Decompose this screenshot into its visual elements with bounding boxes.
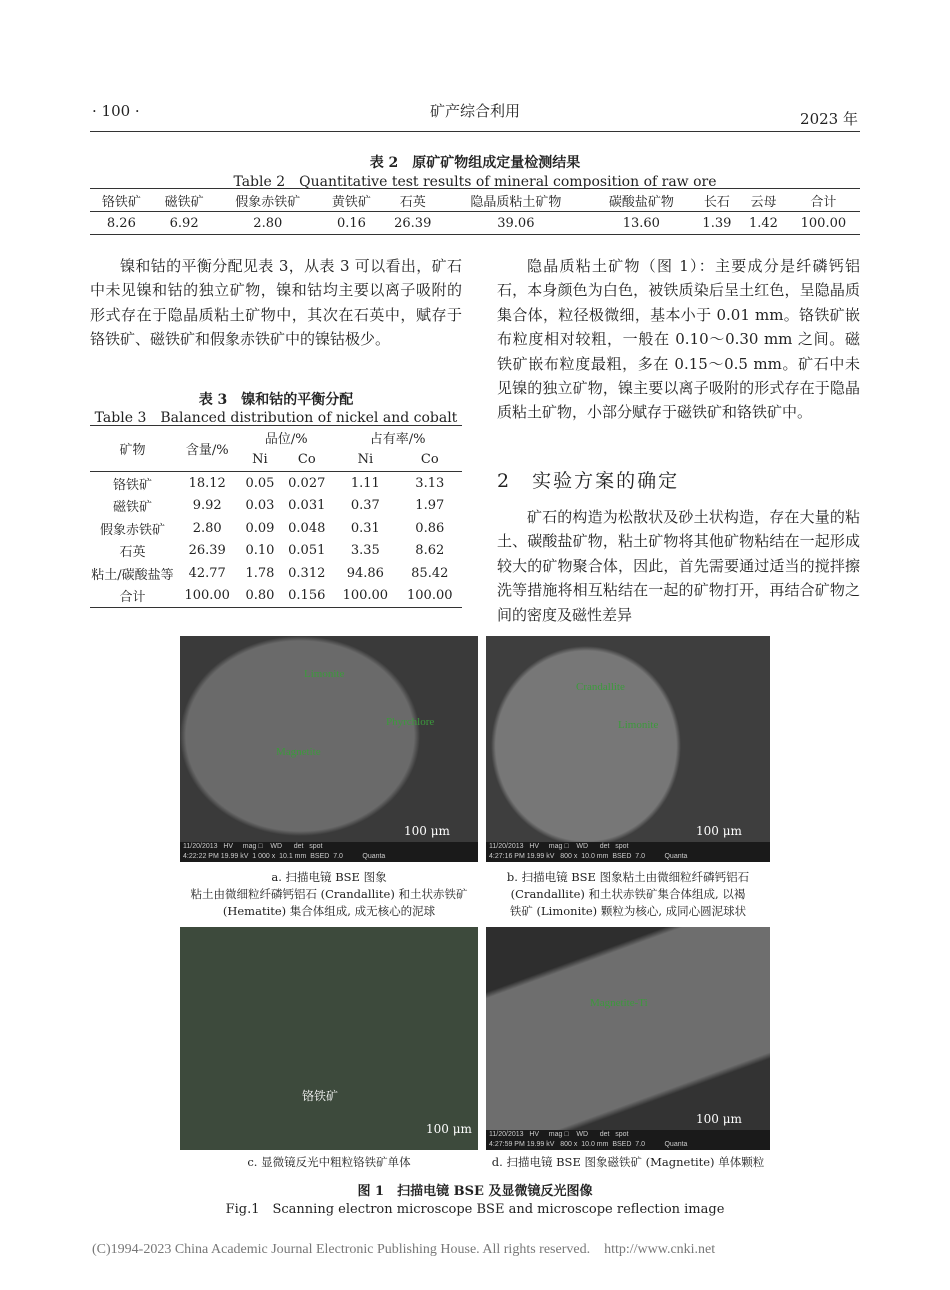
image-label: Magnetite-Ti — [590, 997, 648, 1009]
figure-title-en: Fig.1 Scanning electron microscope BSE and microscope reflection image — [225, 1202, 725, 1217]
paragraph-text: 隐晶质粘土矿物（图 1）：主要成分是纤磷钙铝石，本身颜色为白色，被铁质染后呈土红色，呈隐晶质集合体，粒径极微细，基本小于 0.01 mm。铬铁矿嵌布粒度相对较粗，一般在 0.10～0.30 mm 之间。磁铁矿嵌布粒度最粗，多在 0.15～0.5 mm。矿石中未见镍的独立矿物，镍主要以离子吸附的形式存在于隐晶质粘土矿物，小部分赋存于磁铁矿和铬铁矿中。 — [497, 257, 860, 422]
right-paragraph-1 — [497, 254, 860, 425]
scale-label: 100 μm — [426, 1122, 472, 1136]
table3-cell: 磁铁矿 — [112, 500, 152, 516]
caption-line: 铁矿 (Limonite) 颗粒为核心, 成同心圆泥球状 — [509, 904, 747, 918]
section-heading — [497, 466, 679, 493]
table3-cell: 石英 — [119, 545, 146, 561]
table2-value: 100.00 — [800, 215, 847, 231]
table3-cell: 18.12 — [188, 475, 226, 491]
caption-line: (Crandallite) 和土状赤铁矿集合体组成, 以褐 — [510, 887, 746, 901]
caption-c: c. 显微镜反光中粗粒铬铁矿单体 — [247, 1155, 411, 1169]
info-line: 11/20/2013 HV mag □ WD det spot — [489, 1131, 629, 1138]
sem-image-b — [486, 636, 770, 862]
table3-cell: 0.312 — [288, 565, 326, 581]
table2-value: 13.60 — [622, 215, 660, 231]
table3-cell: 合计 — [119, 590, 146, 606]
col-mineral: 矿物 — [119, 443, 146, 458]
table-row — [90, 540, 462, 563]
table2-header: 铬铁矿 — [90, 189, 153, 212]
image-label: Limonite — [618, 719, 659, 731]
table3-cell: 2.80 — [192, 520, 222, 536]
col-ni: Ni — [357, 452, 374, 468]
scale-label: 100 μm — [404, 824, 450, 838]
year: 2023 年 — [800, 110, 858, 128]
table-row — [90, 585, 462, 608]
table-row — [90, 562, 462, 585]
table3-cell: 0.051 — [288, 543, 326, 559]
table2-header: 黄铁矿 — [320, 189, 383, 212]
table2-title-cn: 表 2 原矿矿物组成定量检测结果 — [369, 155, 581, 171]
table3-cell: 85.42 — [411, 565, 449, 581]
left-paragraph — [90, 254, 462, 352]
table3-cell: 0.31 — [350, 520, 380, 536]
table2-value: 0.16 — [336, 215, 366, 231]
table3-cell: 8.62 — [415, 543, 445, 559]
table3-title-cn: 表 3 镍和钴的平衡分配 — [198, 392, 354, 408]
table-2 — [90, 188, 860, 235]
caption-line: b. 扫描电镜 BSE 图象粘土由微细粒纤磷钙铝石 — [506, 870, 750, 884]
table3-title-en: Table 3 Balanced distribution of nickel and cobalt — [94, 410, 458, 426]
info-line: 4:27:16 PM 19.99 kV 800 x 10.0 mm BSED 7.0 Quanta — [489, 853, 688, 860]
section-number: 2 — [497, 470, 512, 492]
table3-cell: 0.80 — [245, 588, 275, 604]
section-title: 实验方案的确定 — [532, 470, 680, 492]
table2-value: 6.92 — [169, 215, 199, 231]
table2-header: 磁铁矿 — [153, 189, 216, 212]
table3-cell: 1.97 — [415, 498, 445, 514]
right-paragraph-2 — [497, 505, 860, 627]
table3-cell: 0.03 — [245, 498, 275, 514]
table3-cell: 0.027 — [288, 475, 326, 491]
caption-line: (Hematite) 集合体组成, 成无核心的泥球 — [222, 904, 436, 918]
table3-cell: 0.05 — [245, 475, 275, 491]
page-number: · 100 · — [92, 102, 140, 120]
table-row — [90, 495, 462, 518]
table-3 — [90, 425, 462, 608]
image-label: 铬铁矿 — [302, 1089, 339, 1103]
sem-info-bar — [486, 842, 770, 862]
table2-title-en: Table 2 Quantitative test results of mineral composition of raw ore — [233, 174, 717, 190]
table2-value: 2.80 — [253, 215, 283, 231]
info-line: 4:27:59 PM 19.99 kV 800 x 10.0 mm BSED 7.0 Quanta — [489, 1141, 688, 1148]
scale-label: 100 μm — [696, 824, 742, 838]
sem-info-bar — [486, 1130, 770, 1150]
table-row — [90, 472, 462, 495]
table3-cell: 3.13 — [415, 475, 445, 491]
caption-a — [180, 869, 478, 920]
info-line: 11/20/2013 HV mag □ WD det spot — [489, 843, 629, 850]
col-co: Co — [420, 452, 439, 468]
col-share: 占有率/% — [369, 431, 426, 447]
table3-cell: 100.00 — [407, 588, 453, 604]
image-label: Crandallite — [576, 681, 625, 693]
table3-cell: 100.00 — [342, 588, 389, 604]
paragraph-text: 矿石的构造为松散状及砂土状构造，存在大量的粘土、碳酸盐矿物，粘土矿物将其他矿物粘结在一起形成较大的矿物聚合体，因此，首先需要通过适当的搅拌擦洗等措施将相互粘结在一起的矿物打开，再结合矿物之间的密度及磁性差异 — [497, 508, 860, 624]
table2-header: 合计 — [787, 189, 860, 212]
figure-title-cn: 图 1 扫描电镜 BSE 及显微镜反光图像 — [357, 1184, 593, 1199]
table-row — [90, 517, 462, 540]
table2-value: 1.42 — [748, 215, 778, 231]
table3-cell: 0.09 — [245, 520, 275, 536]
col-co: Co — [297, 452, 316, 468]
header-rule — [90, 131, 860, 132]
table2-header: 碳酸盐矿物 — [589, 189, 694, 212]
table2-header: 长石 — [694, 189, 741, 212]
table3-cell: 1.78 — [245, 565, 275, 581]
table3-cell: 粘土/碳酸盐等 — [91, 567, 174, 583]
table2-value: 1.39 — [702, 215, 732, 231]
table3-cell: 26.39 — [188, 543, 226, 559]
table3-cell: 100.00 — [184, 588, 230, 604]
copyright-footer: (C)1994-2023 China Academic Journal Electronic Publishing House. All rights reserved. http://www.cnki.net — [92, 1242, 716, 1257]
table3-cell: 0.156 — [288, 588, 326, 604]
caption-d: d. 扫描电镜 BSE 图象磁铁矿 (Magnetite) 单体颗粒 — [491, 1155, 765, 1169]
table3-cell: 0.048 — [288, 520, 326, 536]
scale-label: 100 μm — [696, 1112, 742, 1126]
image-label: Phyrchlore — [386, 716, 435, 728]
table3-cell: 0.031 — [288, 498, 326, 514]
image-label: Limonite — [304, 668, 345, 680]
table3-cell: 94.86 — [346, 565, 384, 581]
caption-b — [486, 869, 770, 920]
table3-cell: 0.10 — [245, 543, 275, 559]
table2-header: 石英 — [383, 189, 443, 212]
col-content: 含量/% — [185, 443, 229, 458]
caption-line: a. 扫描电镜 BSE 图象 — [271, 870, 387, 884]
info-line: 11/20/2013 HV mag □ WD det spot — [183, 843, 323, 850]
sem-image-d — [486, 927, 770, 1150]
table2-header: 云母 — [740, 189, 787, 212]
col-ni: Ni — [252, 452, 268, 468]
sem-image-a — [180, 636, 478, 862]
journal-name: 矿产综合利用 — [429, 102, 520, 120]
table2-header: 假象赤铁矿 — [216, 189, 321, 212]
image-label: Magnetite — [276, 746, 321, 758]
table2-value: 39.06 — [497, 215, 535, 231]
table3-cell: 0.37 — [350, 498, 380, 514]
table3-cell: 假象赤铁矿 — [99, 522, 165, 538]
microscope-image-c — [180, 927, 478, 1150]
table3-cell: 1.11 — [350, 475, 380, 491]
table3-cell: 铬铁矿 — [112, 477, 152, 493]
paragraph-text: 镍和钴的平衡分配见表 3，从表 3 可以看出，矿石中未见镍和钴的独立矿物，镍和钴均主要以离子吸附的形式存在于隐晶质粘土矿物中，其次在石英中，赋存于铬铁矿、磁铁矿和假象赤铁矿中的镍钴极少。 — [90, 257, 462, 349]
table3-cell: 42.77 — [188, 565, 226, 581]
caption-line: 粘土由微细粒纤磷钙铝石 (Crandallite) 和土状赤铁矿 — [190, 887, 468, 901]
table3-cell: 3.35 — [350, 543, 380, 559]
info-line: 4:22:22 PM 19.99 kV 1 000 x 10.1 mm BSED 7.0 Quanta — [183, 853, 386, 860]
sem-info-bar — [180, 842, 478, 862]
col-grade: 品位/% — [264, 431, 308, 447]
table3-cell: 9.92 — [192, 498, 222, 514]
table2-value: 8.26 — [106, 215, 136, 231]
table3-cell: 0.86 — [415, 520, 445, 536]
table2-header: 隐晶质粘土矿物 — [443, 189, 589, 212]
table2-value: 26.39 — [394, 215, 432, 231]
